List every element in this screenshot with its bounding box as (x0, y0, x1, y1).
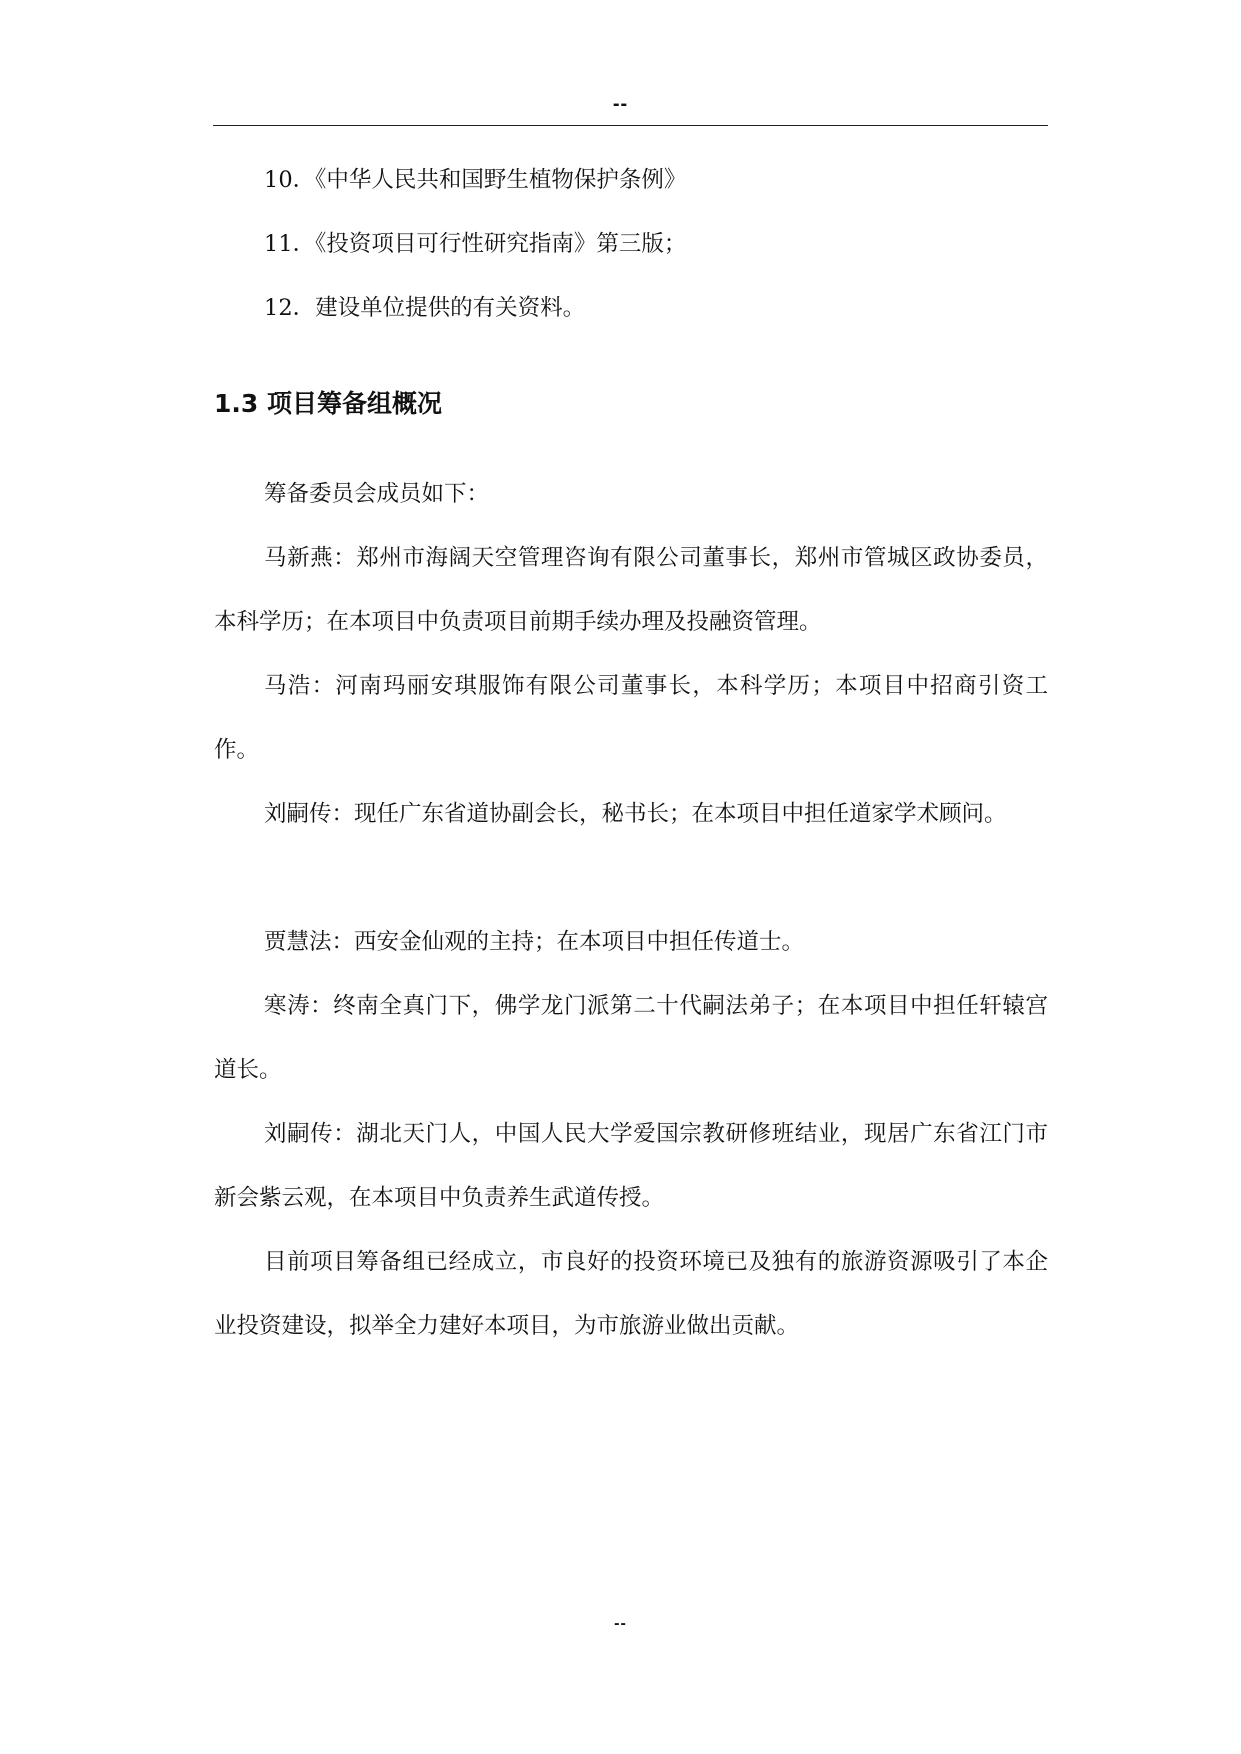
paragraph-closing: 目前项目筹备组已经成立，市良好的投资环境已及独有的旅游资源吸引了本企业投资建设，拟举全力建好本项目，为市旅游业做出贡献。 (214, 1249, 1048, 1339)
paragraph-member-jia-huifa: 贾慧法：西安金仙观的主持；在本项目中担任传道士。 (264, 929, 805, 955)
page-header-mark: -- (612, 93, 629, 115)
paragraph-member-ma-xinyan: 马新燕：郑州市海阔天空管理咨询有限公司董事长，郑州市管城区政协委员，本科学历；在本项目中负责项目前期手续办理及投融资管理。 (214, 545, 1048, 635)
reference-item-11: 11．《投资项目可行性研究指南》第三版； (264, 231, 687, 257)
page-footer-mark: -- (614, 1615, 627, 1632)
paragraph-member-ma-hao: 马浩：河南玛丽安琪服饰有限公司董事长，本科学历；本项目中招商引资工作。 (214, 673, 1048, 763)
paragraph-member-liu-sichuan-2: 刘嗣传：湖北天门人，中国人民大学爱国宗教研修班结业，现居广东省江门市新会紫云观，在本项目中负责养生武道传授。 (214, 1121, 1048, 1211)
paragraph-member-han-tao: 寒涛：终南全真门下，佛学龙门派第二十代嗣法弟子；在本项目中担任轩辕宫道长。 (214, 993, 1048, 1083)
reference-item-12: 12．建设单位提供的有关资料。 (264, 295, 586, 321)
section-heading: 1.3 项目筹备组概况 (214, 389, 442, 418)
paragraph-committee-intro: 筹备委员会成员如下： (264, 481, 490, 507)
header-rule (213, 125, 1048, 126)
paragraph-member-liu-sichuan-1: 刘嗣传：现任广东省道协副会长，秘书长；在本项目中担任道家学术顾问。 (264, 801, 1007, 827)
reference-item-10: 10．《中华人民共和国野生植物保护条例》 (264, 167, 687, 193)
